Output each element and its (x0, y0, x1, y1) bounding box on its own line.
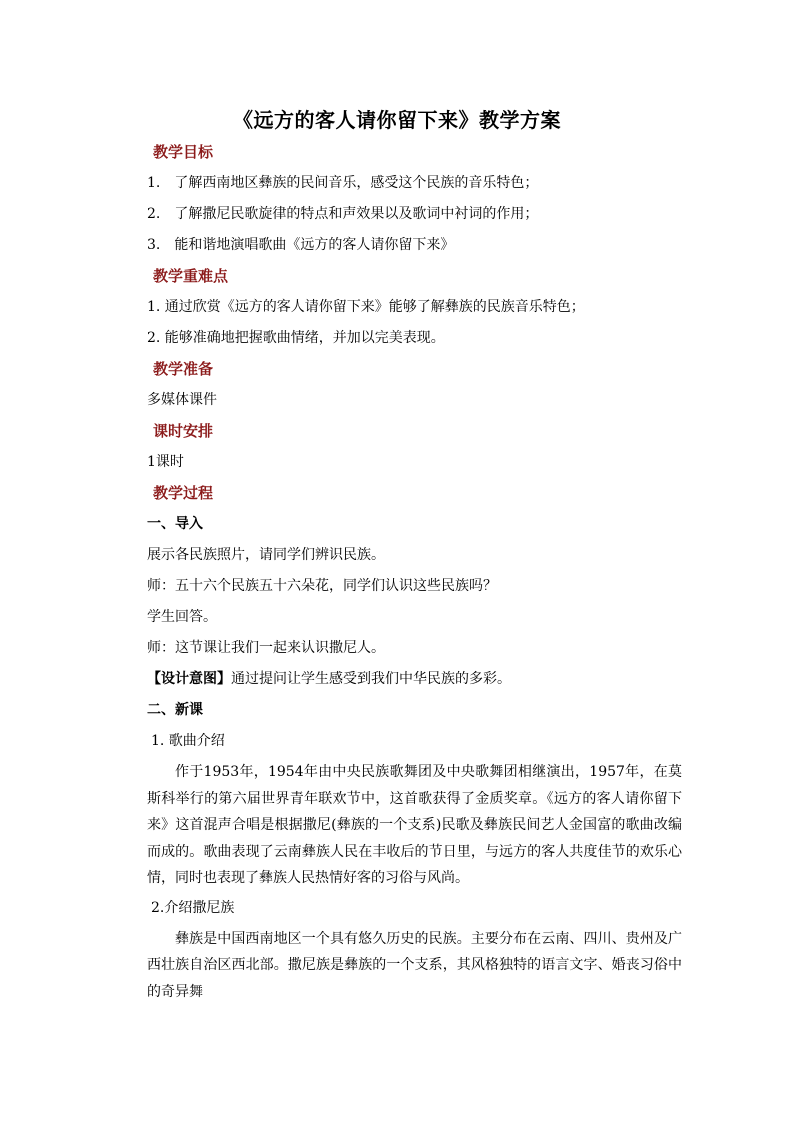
part-heading-newlesson: 二、新课 (147, 702, 203, 718)
keypoint-item-1: 1. 通过欣赏《远方的客人请你留下来》能够了解彝族的民族音乐特色； (147, 299, 585, 315)
page-title: 《远方的客人请你留下来》教学方案 (233, 108, 561, 132)
section-heading-process: 教学过程 (153, 484, 214, 502)
intro-line-1: 展示各民族照片，请同学们辨识民族。 (147, 547, 385, 563)
intro-line-4: 师：这节课让我们一起来认识撒尼人。 (147, 640, 385, 656)
document-body (147, 142, 682, 1005)
schedule-text: 1课时 (147, 454, 184, 470)
section-heading-keypoints: 教学重难点 (153, 267, 229, 285)
paragraph-sani-intro: 彝族是中国西南地区一个具有悠久历史的民族。主要分布在云南、四川、贵州及广西壮族自治区西北部。撒尼族是彝族的一个支系，其风格独特的语言文字、婚丧习俗中的奇异舞 (147, 930, 682, 1000)
paragraph-song-intro: 作于1953年，1954年由中央民族歌舞团及中央歌舞团相继演出，1957年，在莫斯科举行的第六届世界青年联欢节中，这首歌获得了金质奖章。《远方的客人请你留下来》这首混声合唱是根据撒尼(彝族的一个支系)民歌及彝族民间艺人金国富的歌曲改编而成的。歌曲表现了云南彝族人民在丰收后的节日里，与远方的客人共度佳节的欢乐心情，同时也表现了彝族人民热情好客的习俗与风尚。 (147, 764, 682, 886)
section-heading-prep: 教学准备 (153, 360, 214, 378)
design-intent (147, 669, 682, 689)
subheading-song-intro: 1. 歌曲介绍 (151, 733, 225, 749)
intro-line-3: 学生回答。 (147, 609, 217, 625)
section-heading-goals: 教学目标 (153, 143, 214, 161)
keypoint-item-2: 2. 能够准确地把握歌曲情绪，并加以完美表现。 (147, 330, 445, 346)
section-heading-schedule: 课时安排 (153, 422, 214, 440)
design-intent-text: 通过提问让学生感受到我们中华民族的多彩。 (231, 671, 511, 687)
prep-text: 多媒体课件 (147, 392, 217, 408)
goal-item-1: 1. 了解西南地区彝族的民间音乐，感受这个民族的音乐特色； (147, 175, 539, 191)
subheading-sani-intro: 2.介绍撒尼族 (151, 899, 235, 916)
design-intent-label: 【设计意图】 (147, 671, 231, 687)
goal-item-3: 3. 能和谐地演唱歌曲《远方的客人请你留下来》 (147, 237, 455, 253)
goal-item-2: 2. 了解撒尼民歌旋律的特点和声效果以及歌词中衬词的作用； (147, 206, 539, 222)
part-heading-intro: 一、导入 (147, 516, 203, 532)
intro-line-2: 师：五十六个民族五十六朵花，同学们认识这些民族吗？ (147, 578, 497, 594)
